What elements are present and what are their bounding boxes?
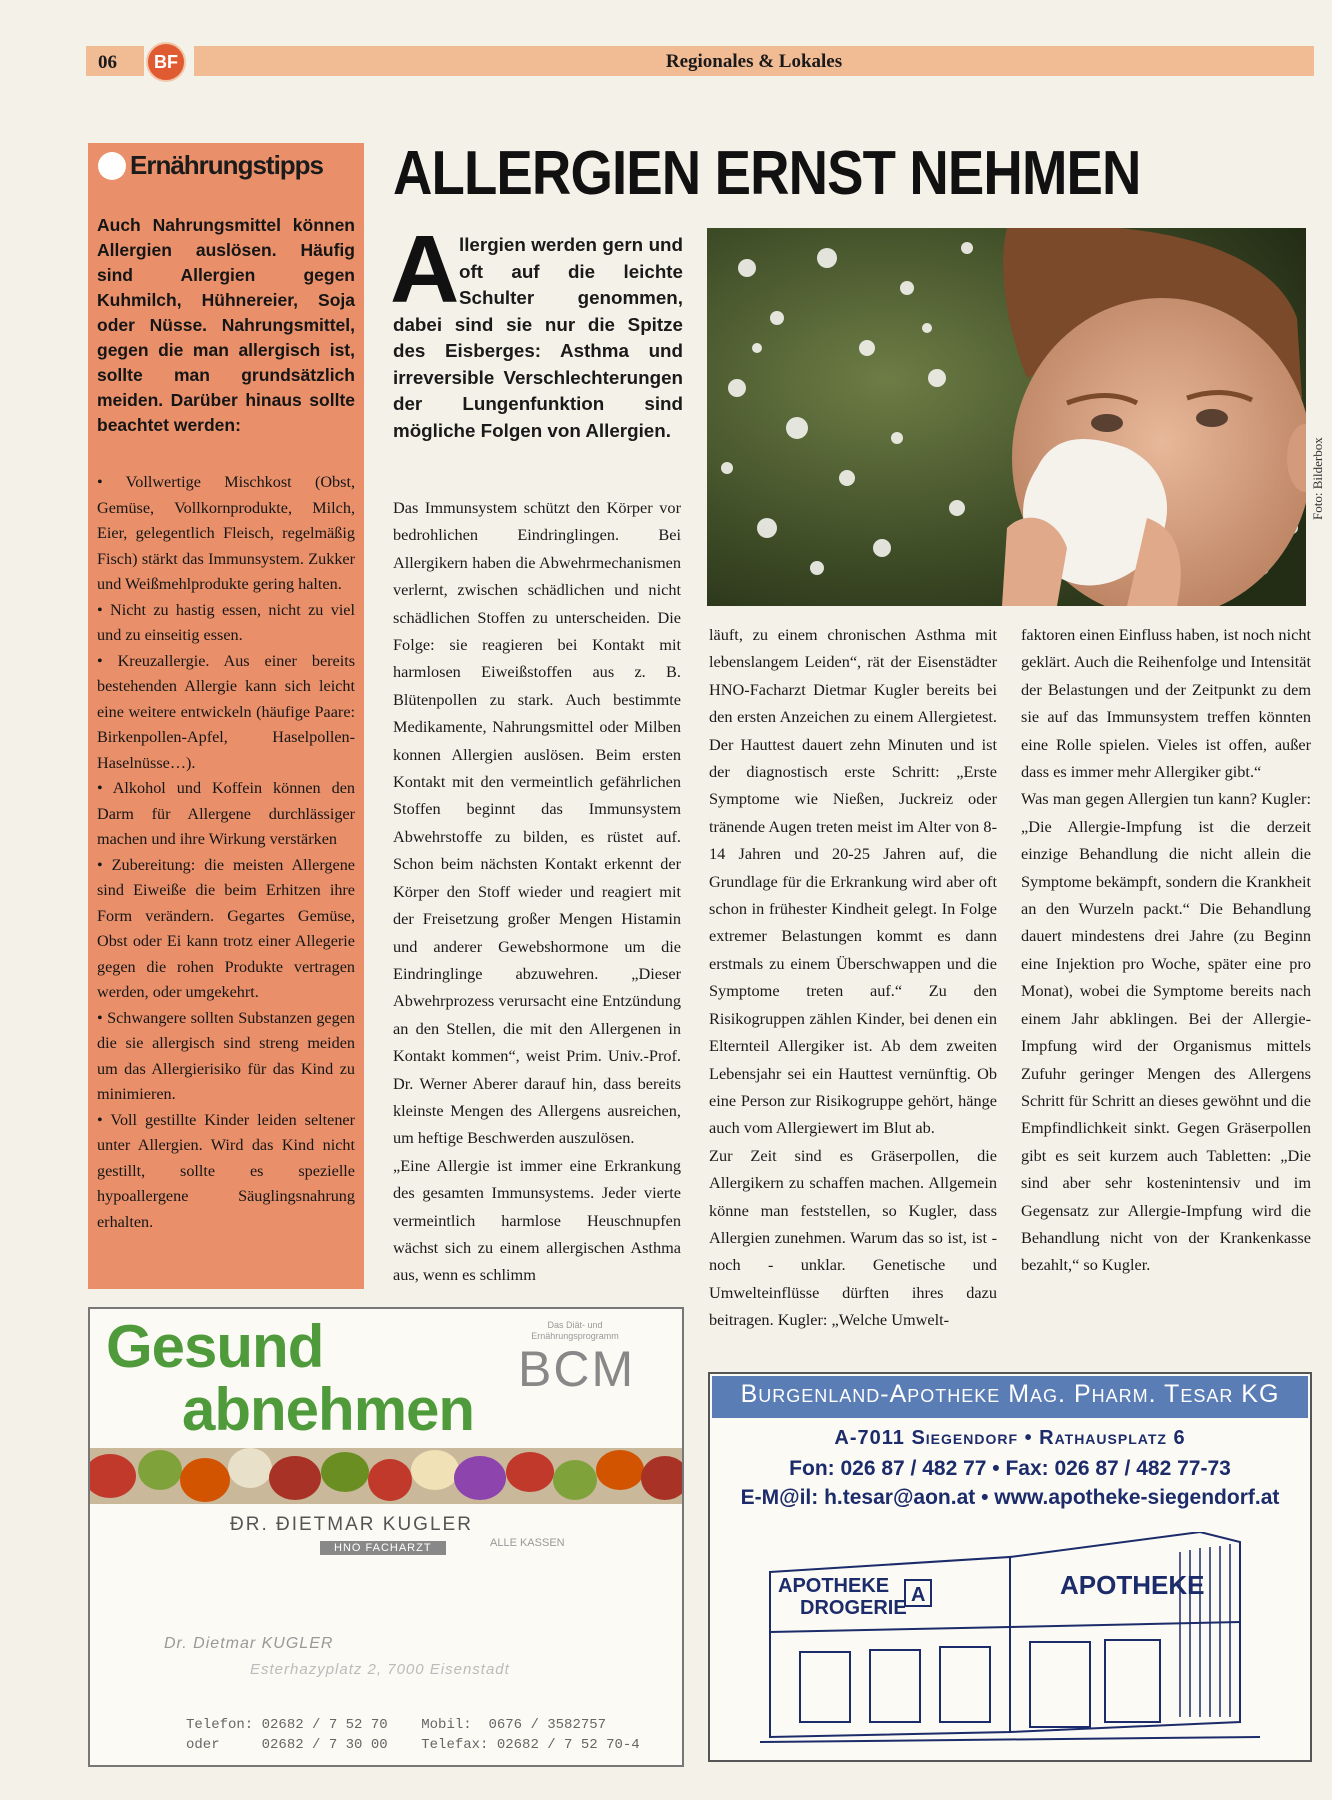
- article-lead: [393, 232, 683, 444]
- tip-item: • Kreuzallergie. Aus einer bereits bestehenden Allergie kann sich leicht eine weitere entwickeln (häufige Paare: Birkenpollen-Apfel, Haselpollen-Haselnüsse…).: [97, 651, 355, 772]
- pharmacy-building-image: [760, 1532, 1300, 1754]
- sidebar-title-row: [98, 150, 323, 181]
- specialty-badge: HNO FACHARZT: [320, 1541, 446, 1555]
- doctor-name: ÐR. ÐIETMAR KUGLER: [230, 1514, 473, 1535]
- apotheke-building-drawing: [760, 1532, 1300, 1754]
- apotheke-phone: Fon: 026 87 / 482 77 • Fax: 026 87 / 482 77-73: [789, 1457, 1231, 1480]
- article-column-3: [1021, 621, 1311, 1279]
- bullet-dot-icon: [98, 152, 126, 180]
- photo-credit: Foto: Bilderbox: [1310, 437, 1325, 520]
- article-column-2: [709, 621, 997, 1334]
- child-blowing-nose-photo: [707, 228, 1306, 606]
- article-headline: ALLERGIEN ERNST NEHMEN: [393, 139, 1141, 208]
- phone-row: Telefon: 02682 / 7 52 70 Mobil: 0676 / 3582757: [186, 1717, 607, 1733]
- tip-item: • Nicht zu hastig essen, nicht zu viel und zu einseitig essen.: [97, 600, 355, 644]
- tip-item: • Zubereitung: die meisten Allergene sind Eiweiße die beim Erhitzen ihre Form verändern. Gegartes Gemüse, Obst oder Ei kann trotz einer Allegerie gegen die rohen Produkte vertragen werden, oder umgekehrt.: [97, 855, 355, 1001]
- bcm-tagline: Das Diät- und Ernährungsprogramm: [531, 1320, 619, 1341]
- card-name: Dr. Dietmar KUGLER: [164, 1635, 334, 1652]
- tip-item: • Alkohol und Koffein können den Darm für Allergene durchlässiger machen und ihre Wirkung verstärken: [97, 779, 355, 848]
- page-number: 06: [98, 52, 117, 73]
- paragraph: Was man gegen Allergien tun kann? Kugler: „Die Allergie-Impfung ist die derzeit einzige Behandlung die nicht allein die Symptome bekämpft, sondern die Krankheit an den Wurzeln packt.“ Die Behandlung dauert mindestens drei Jahre (zu Beginn eine Injektion pro Woche, später eine pro Monat), wobei die Symptome bereits nach einem Jahr abklingen. Bei der Allergie-Impfung wird der Organismus mittels Zufuhr geringer Mengen des Allergens Schritt für Schritt an dieses gewöhnt und die Empfindlichkeit sinkt. Gegen Gräserpollen gibt es seit kurzem auch Tabletten: „Die sind aber sehr kostenintensiv und im Gegensatz zur Allergie-Impfung wird die Behandlung nicht von der Krankenkasse bezahlt,“ so Kugler.: [1021, 789, 1311, 1275]
- phone-row: oder 02682 / 7 30 00 Telefax: 02682 / 7 52 70-4: [186, 1737, 640, 1753]
- section-title: Regionales & Lokales: [665, 51, 843, 72]
- sidebar-title: Ernährungstipps: [130, 150, 324, 180]
- paragraph: faktoren einen Einfluss haben, ist noch nicht geklärt. Auch die Reihenfolge und Intensität der Belastungen und der Zeitpunkt zu dem sie auf das Immunsystem treffen könnten eine Rolle spielen. Vieles ist offen, außer dass es immer mehr Allergiker gibt.“: [1021, 625, 1311, 782]
- svg-text:APOTHEKE: APOTHEKE: [1060, 1570, 1205, 1600]
- sidebar-intro: Auch Nahrungsmittel können Allergien auslösen. Häufig sind Allergien gegen Kuhmilch, Hühnereier, Soja oder Nüsse. Nahrungsmittel, gegen die man allergisch ist, sollte man grundsätzlich meiden. Darüber hinaus sollte beachtet werden:: [97, 215, 355, 435]
- vegetables-strip-image: [90, 1448, 682, 1504]
- svg-text:DROGERIE: DROGERIE: [800, 1597, 907, 1619]
- tip-item: • Vollwertige Mischkost (Obst, Gemüse, Vollkornprodukte, Milch, Eier, gelegentlich Fleisch, regelmäßig Fisch) stärkt das Immunsystem. Zukker und Weißmehlprodukte gering halten.: [97, 473, 355, 593]
- article-photo: [707, 228, 1306, 606]
- article-column-1: [393, 494, 681, 1289]
- apotheke-web: E-M@il: h.tesar@aon.at • www.apotheke-siegendorf.at: [740, 1486, 1280, 1509]
- drop-cap: A: [390, 216, 460, 323]
- bf-logo: BF: [146, 42, 186, 82]
- insurance-note: ALLE KASSEN: [490, 1537, 565, 1549]
- bcm-logo: BCM: [518, 1341, 636, 1397]
- ad-title-line1: Gesund: [106, 1313, 324, 1380]
- lead-text: llergien werden gern und oft auf die leichte Schulter genommen, dabei sind sie nur die Spitze des Eisberges: Asthma und irreversible Verschlechterungen der Lungenfunktion sind mögliche Folgen von Allergien.: [393, 234, 683, 441]
- paragraph: Das Immunsystem schützt den Körper vor bedrohlichen Eindringlingen. Bei Allergikern haben die Abwehrmechanismen verlernt, zwischen schädlichen und nicht schädlichen Stoffen zu unterscheiden. Die Folge: sie reagieren bei Kontakt mit harmlosen Eiweißstoffen aus z. B. Blütenpollen zu stark. Auch bestimmte Medikamente, Nahrungsmittel oder Milben konnen Allergien auslösen. Beim ersten Kontakt mit den vermeintlich gefährlichen Stoffen beginnt das Immunsystem Abwehrstoffe zu bilden, es rüstet auf. Schon beim nächsten Kontakt erkennt der Körper den Stoff wieder und reagiert mit der Freisetzung großer Mengen Histamin und anderer Gewebshormone um die Eindringlinge abzuwehren. „Dieser Abwehrprozess verursacht eine Entzündung an den Stellen, die mit den Allergenen in Kontakt kommen“, weist Prim. Univ.-Prof. Dr. Werner Aberer darauf hin, dass bereits kleinste Mengen des Allergens ausreichen, um heftige Beschwerden auszulösen.: [393, 498, 681, 1148]
- apotheke-name: Burgenland-Apotheke Mag. Pharm. Tesar KG: [740, 1380, 1280, 1408]
- card-address: Esterhazyplatz 2, 7000 Eisenstadt: [250, 1661, 510, 1678]
- sign-left-text: APOTHEKE: [778, 1575, 890, 1597]
- svg-text:A: A: [911, 1584, 926, 1606]
- apotheke-address: A-7011 Siegendorf • Rathausplatz 6: [834, 1427, 1186, 1449]
- ad-title-line2: abnehmen: [182, 1376, 475, 1443]
- card-phones: [186, 1715, 640, 1755]
- paragraph: Zur Zeit sind es Gräserpollen, die Allergikern zu schaffen machen. Allgemein könne man feststellen, so Kugler, dass Allergien zunehmen. Warum das so ist, ist - noch - unklar. Genetische und Umwelteinflüsse dürften ihres dazu beitragen. Kugler: „Welche Umwelt-: [709, 1145, 997, 1330]
- tip-item: • Voll gestillte Kinder leiden seltener unter Allergien. Wird das Kind nicht gestillt, sollte es spezielle hypoallergene Säuglingsnahrung erhalten.: [97, 1110, 355, 1231]
- tip-item: • Schwangere sollten Substanzen gegen die sie allergisch sind streng meiden um das Allergierisiko für das Kind zu minimieren.: [97, 1008, 355, 1103]
- paragraph: „Eine Allergie ist immer eine Erkrankung des gesamten Immunsystems. Jeder vierte vermeintlich harmlose Heuschnupfen wächst sich zu einem allergischen Asthma aus, wenn es schlimm: [393, 1155, 681, 1285]
- vegetables-image: [90, 1448, 682, 1504]
- paragraph: läuft, zu einem chronischen Asthma mit lebenslangem Leiden“, rät der Eisenstädter HNO-Facharzt Dietmar Kugler bereits bei den ersten Anzeichen zu einem Allergietest. Der Hauttest dauert zehn Minuten und ist der diagnostisch erste Schritt: „Erste Symptome wie Nießen, Juckreiz oder tränende Augen treten meist im Alter von 8-14 Jahren und 20-25 Jahren auf, die Grundlage für die Erkrankung wird aber oft schon in frühester Kindheit gelegt. In Folge extremer Belastungen kommt es dann erstmals zu einem Überschwappen und die Symptome treten auf.“ Zu den Risikogruppen zählen Kinder, bei denen ein Elternteil Allergiker ist. Ab dem zweiten Lebensjahr sei ein Hauttest vernünftig. Ob eine Person zur Risikogruppe gehört, hänge auch vom Allergiewert im Blut ab.: [709, 625, 997, 1138]
- tips-list: [97, 470, 355, 1235]
